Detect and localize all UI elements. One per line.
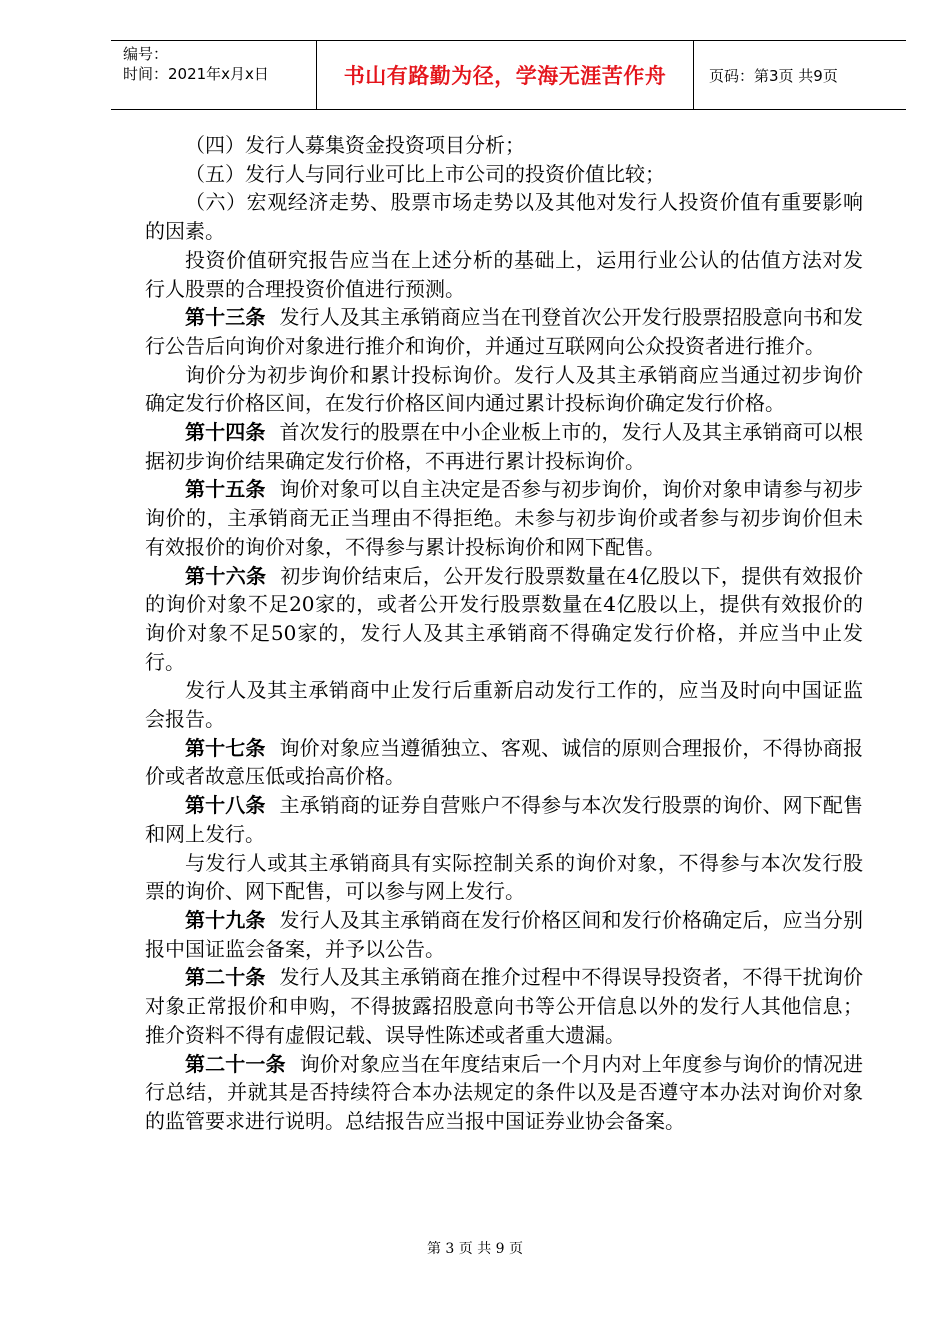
article-number: 第十八条 [185, 793, 266, 818]
paragraph-text: 询价对象可以自主决定是否参与初步询价，询价对象申请参与初步询价的，主承销商无正当理由不得拒绝。未参与初步询价或者参与初步询价但未有效报价的询价对象，不得参与累计投标询价和网下配售。 [145, 477, 863, 559]
paragraph-text: 投资价值研究报告应当在上述分析的基础上，运用行业公认的估值方法对发行人股票的合理投资价值进行预测。 [145, 247, 863, 301]
paragraph [145, 849, 863, 906]
paragraph-text: 询价分为初步询价和累计投标询价。发行人及其主承销商应当通过初步询价确定发行价格区间，在发行价格区间内通过累计投标询价确定发行价格。 [145, 362, 863, 416]
article-number: 第十六条 [185, 563, 267, 588]
paragraph-text: 询价对象应当遵循独立、客观、诚信的原则合理报价，不得协商报价或者故意压低或抬高价格。 [145, 735, 863, 789]
paragraph [145, 361, 863, 418]
paragraph-text: 与发行人或其主承销商具有实际控制关系的询价对象，不得参与本次发行股票的询价、网下配售，可以参与网上发行。 [145, 850, 863, 904]
header-meta [111, 41, 316, 109]
article-number: 第十九条 [185, 907, 266, 932]
paragraph [145, 562, 863, 677]
paragraph [145, 791, 863, 848]
paragraph-text: 首次发行的股票在中小企业板上市的，发行人及其主承销商可以根据初步询价结果确定发行价格，不再进行累计投标询价。 [145, 420, 863, 473]
header-motto: 书山有路勤为径，学海无涯苦作舟 [316, 41, 694, 109]
paragraph-text: （六）宏观经济走势、股票市场走势以及其他对发行人投资价值有重要影响的因素。 [145, 190, 863, 244]
article-number: 第十七条 [185, 735, 266, 760]
paragraph [145, 676, 863, 733]
paragraph [145, 418, 863, 475]
article-number: 第十四条 [185, 420, 266, 445]
paragraph [145, 131, 863, 160]
paragraph [145, 160, 863, 189]
page-footer: 第 3 页 共 9 页 [426, 1241, 524, 1257]
paragraph [145, 303, 863, 360]
paragraph-text: 询价对象应当在年度结束后一个月内对上年度参与询价的情况进行总结，并就其是否持续符合本办法规定的条件以及是否遵守本办法对询价对象的监管要求进行说明。总结报告应当报中国证券业协会备案。 [145, 1051, 863, 1133]
paragraph [145, 1050, 863, 1136]
paragraph-text: 初步询价结束后，公开发行股票数量在4亿股以下，提供有效报价的询价对象不足20家的，或者公开发行股票数量在4亿股以上，提供有效报价的询价对象不足50家的，发行人及其主承销商不得确定发行价格，并应当中止发行。 [145, 563, 864, 674]
paragraph [145, 906, 863, 963]
article-number: 第二十条 [185, 965, 266, 990]
paragraph-text: 主承销商的证券自营账户不得参与本次发行股票的询价、网下配售和网上发行。 [145, 793, 863, 846]
paragraph [145, 246, 863, 303]
header-page-info: 页码：第3页 共9页 [709, 66, 838, 85]
paragraph-text: 发行人及其主承销商应当在刊登首次公开发行股票招股意向书和发行公告后向询价对象进行推介和询价，并通过互联网向公众投资者进行推介。 [145, 305, 863, 358]
paragraph [145, 188, 863, 245]
article-number: 第十五条 [185, 477, 266, 502]
paragraph-text: （四）发行人募集资金投资项目分析； [185, 133, 525, 157]
time-label: 时间：2021年x月x日 [123, 65, 269, 83]
page-header [111, 40, 906, 110]
paragraph-text: （五）发行人与同行业可比上市公司的投资价值比较； [185, 161, 665, 186]
paragraph-text: 发行人及其主承销商中止发行后重新启动发行工作的，应当及时向中国证监会报告。 [145, 678, 863, 732]
paragraph [145, 475, 863, 561]
paragraph [145, 963, 863, 1049]
document-body [145, 131, 863, 1136]
paragraph [145, 734, 863, 791]
paragraph-text: 发行人及其主承销商在发行价格区间和发行价格确定后，应当分别报中国证监会备案，并予以公告。 [145, 907, 863, 961]
paragraph-text: 发行人及其主承销商在推介过程中不得误导投资者，不得干扰询价对象正常报价和申购，不得披露招股意向书等公开信息以外的发行人其他信息；推介资料不得有虚假记载、误导性陈述或者重大遗漏。 [145, 965, 863, 1047]
article-number: 第十三条 [185, 305, 266, 330]
article-number: 第二十一条 [185, 1051, 286, 1076]
number-label: 编号： [123, 45, 169, 63]
